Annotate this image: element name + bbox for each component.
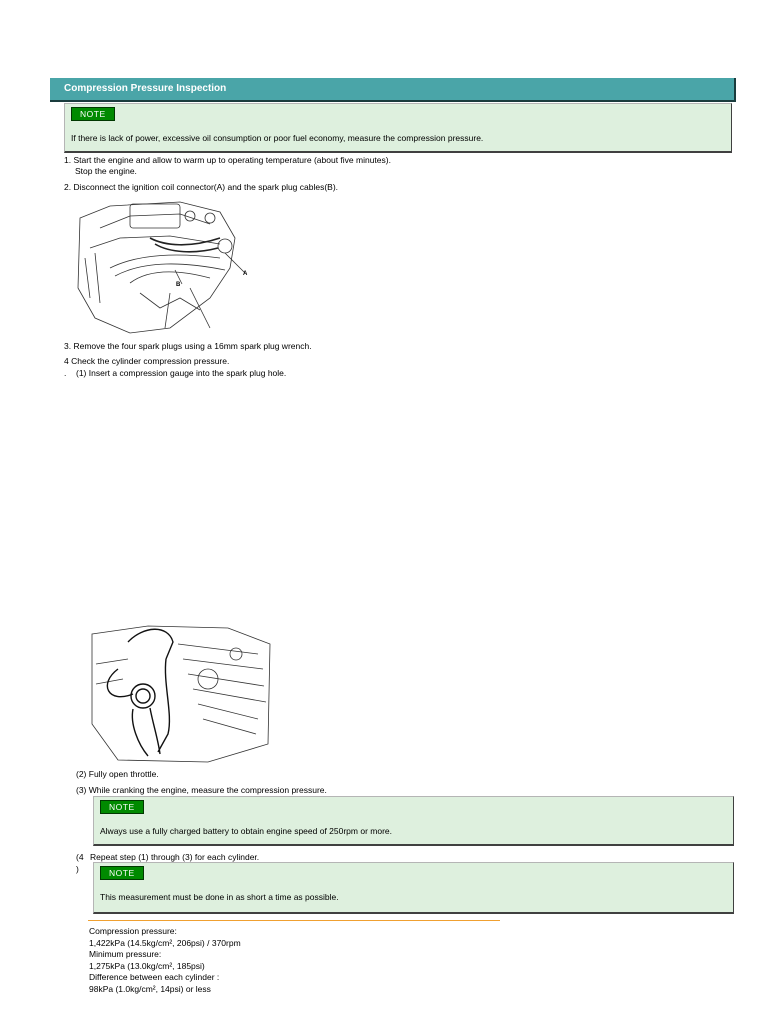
note-label: NOTE bbox=[100, 866, 144, 880]
step-1-line-2: Stop the engine. bbox=[75, 166, 137, 176]
note-box-battery bbox=[93, 796, 734, 846]
note-text-intro: If there is lack of power, excessive oil consumption or poor fuel economy, measure the compression pressure. bbox=[71, 133, 484, 143]
note-text-short-time: This measurement must be done in as short a time as possible. bbox=[100, 892, 339, 902]
substep-1: (1) Insert a compression gauge into the spark plug hole. bbox=[76, 368, 287, 378]
spec-compression-label: Compression pressure: bbox=[89, 926, 177, 936]
step-4: 4 Check the cylinder compression pressure. bbox=[64, 356, 230, 366]
spec-difference-value: 98kPa (1.0kg/cm², 14psi) or less bbox=[89, 983, 211, 994]
figure-label-b: B bbox=[176, 282, 181, 288]
substep-4-number: (4 bbox=[76, 852, 84, 862]
note-box-short-time bbox=[93, 862, 734, 914]
spec-block bbox=[89, 926, 241, 995]
note-box-intro bbox=[64, 103, 732, 153]
section-title: Compression Pressure Inspection bbox=[50, 78, 736, 102]
substep-3: (3) While cranking the engine, measure the compression pressure. bbox=[76, 785, 327, 795]
engine-illustration-2 bbox=[88, 624, 274, 764]
compression-gauge-figure bbox=[88, 624, 274, 764]
spec-minimum-label: Minimum pressure: bbox=[89, 949, 162, 959]
spec-minimum-value: 1,275kPa (13.0kg/cm², 185psi) bbox=[89, 960, 205, 971]
spec-difference-label: Difference between each cylinder : bbox=[89, 972, 220, 982]
substep-4: Repeat step (1) through (3) for each cylinder. bbox=[90, 852, 260, 862]
note-text-battery: Always use a fully charged battery to obtain engine speed of 250rpm or more. bbox=[100, 826, 393, 836]
spec-compression-value: 1,422kPa (14.5kg/cm², 206psi) / 370rpm bbox=[89, 937, 241, 948]
step-2: 2. Disconnect the ignition coil connector(A) and the spark plug cables(B). bbox=[64, 182, 339, 192]
step-1-line-1: 1. Start the engine and allow to warm up to operating temperature (about five minutes). bbox=[64, 155, 391, 165]
step-3: 3. Remove the four spark plugs using a 16mm spark plug wrench. bbox=[64, 341, 312, 351]
substep-4-paren: ) bbox=[76, 864, 79, 874]
spec-divider bbox=[88, 920, 500, 921]
figure-label-a: A bbox=[243, 271, 248, 277]
note-label: NOTE bbox=[71, 107, 115, 121]
engine-illustration-1 bbox=[70, 198, 260, 336]
step-4-marker: . bbox=[64, 368, 67, 378]
note-label: NOTE bbox=[100, 800, 144, 814]
substep-2: (2) Fully open throttle. bbox=[76, 769, 159, 779]
engine-figure-coil-connector bbox=[70, 198, 260, 336]
